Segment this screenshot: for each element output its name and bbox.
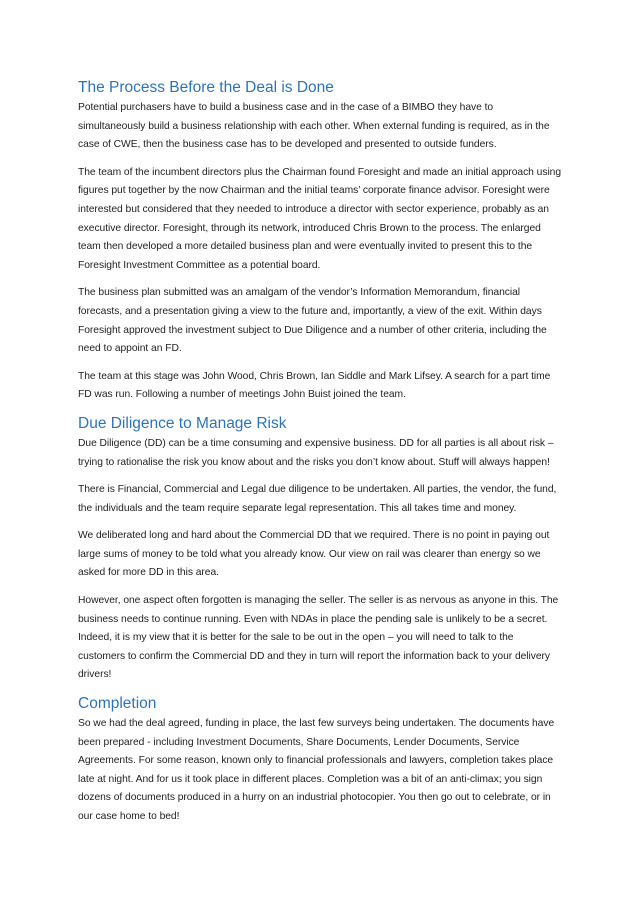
section-process bbox=[78, 78, 562, 405]
document-body bbox=[78, 78, 562, 836]
paragraph: There is Financial, Commercial and Legal due diligence to be undertaken. All parties, the vendor, the fund, the individuals and the team require separate legal representation. This all takes time and money. bbox=[78, 484, 557, 514]
paragraph: Potential purchasers have to build a business case and in the case of a BIMBO they have to simultaneously build a business relationship with each other. When external funding is required, as in the case of CWE, then the business case has to be developed and presented to outside funders. bbox=[78, 102, 550, 151]
paragraph: The team at this stage was John Wood, Chris Brown, Ian Siddle and Mark Lifsey. A search for a part time FD was run. Following a number of meetings John Buist joined the team. bbox=[78, 370, 551, 401]
paragraph: So we had the deal agreed, funding in place, the last few surveys being undertaken. The documents have been prepared - including Investment Documents, Share Documents, Lender Documents, Service Agreements. For some reason, known only to financial professionals and lawyers, completion takes place late at night. And for us it took place in different places. Completion was a bit of an anti-climax; you sign dozens of documents produced in a hurry on an industrial photocopier. You then go out to celebrate, or in our case home to bed! bbox=[78, 718, 555, 822]
paragraph: Due Diligence (DD) can be a time consuming and expensive business. DD for all parties is all about risk – trying to rationalise the risk you know about and the risks you don’t know about. Stuff will always happen! bbox=[78, 437, 554, 468]
paragraph: However, one aspect often forgotten is managing the seller. The seller is as nervous as anyone in this. The business needs to continue running. Even with NDAs in place the pending sale is unlikely to be a secret. Indeed, it is my view that it is better for the sale to be out in the open – you will need to talk to the customers to confirm the Commercial DD and they in turn will report the information back to your delivery drivers! bbox=[78, 595, 559, 681]
section-heading: Completion bbox=[78, 695, 157, 713]
section-heading: Due Diligence to Manage Risk bbox=[78, 414, 287, 432]
section-due-diligence bbox=[78, 414, 562, 685]
paragraph: We deliberated long and hard about the Commercial DD that we required. There is no point in paying out large sums of money to be told what you already know. Our view on rail was clearer than energy so we asked for more DD in this area. bbox=[78, 530, 550, 579]
paragraph: The team of the incumbent directors plus the Chairman found Foresight and made an initial approach using figures put together by the now Chairman and the initial teams’ corporate finance advisor. Foresight were interested but considered that they needed to introduce a director with sector experience, probably as an executive director. Foresight, through its network, introduced Chris Brown to the process. The enlarged team then developed a more detailed business plan and were eventually invited to present this to the Foresight Investment Committee as a potential board. bbox=[78, 166, 562, 271]
section-heading: The Process Before the Deal is Done bbox=[78, 79, 334, 96]
paragraph: The business plan submitted was an amalgam of the vendor’s Information Memorandum, financial forecasts, and a presentation giving a view to the future and, importantly, a view of the exit. Within days Foresight approved the investment subject to Due Diligence and a number of other criteria, including the need to appoint an FD. bbox=[78, 287, 547, 355]
section-completion bbox=[78, 694, 562, 827]
